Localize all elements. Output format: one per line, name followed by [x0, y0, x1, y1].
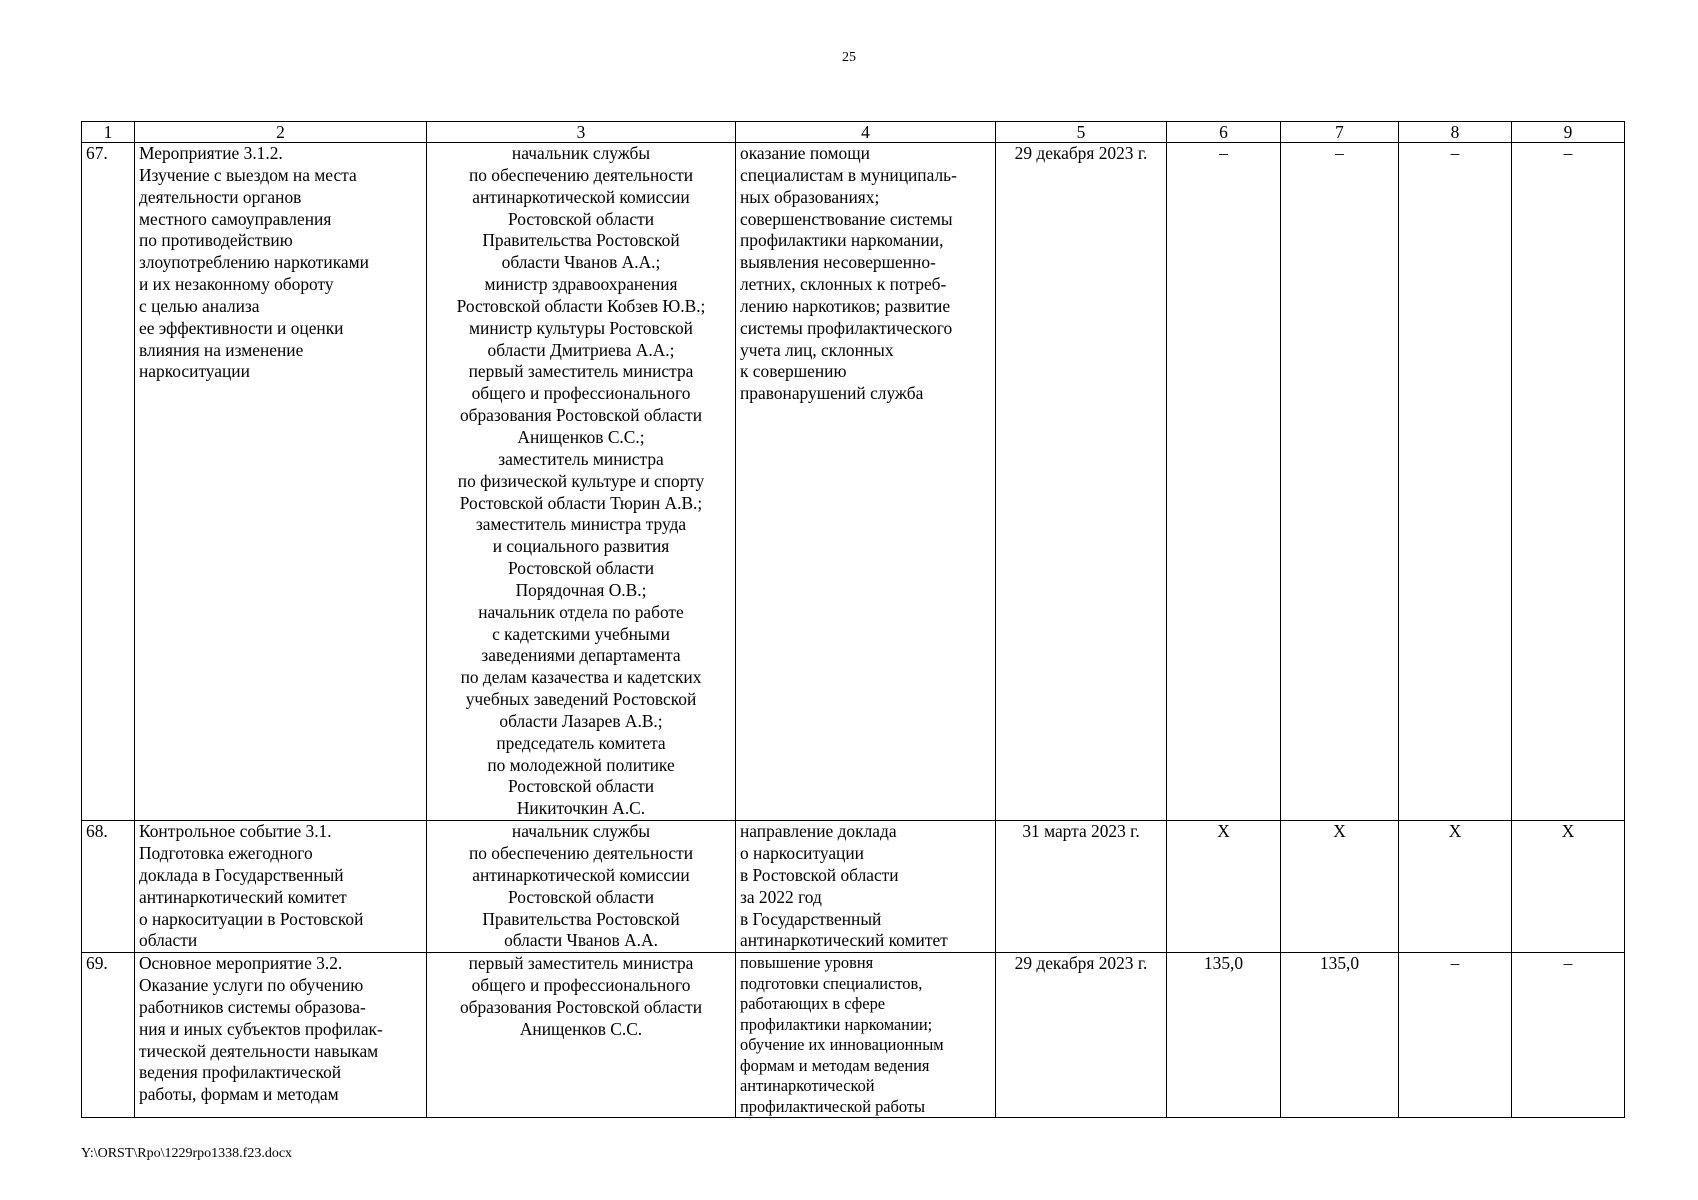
file-path: Y:\ORST\Rpo\1229rpo1338.f23.docx [81, 1146, 293, 1161]
text-line: министр культуры Ростовской [469, 317, 693, 338]
text-line: работников системы образова- [139, 996, 366, 1017]
text-line: области Лазарев А.В.; [499, 710, 663, 731]
value-col-9: – [1512, 143, 1625, 821]
text-line: антинаркотический комитет [139, 886, 347, 907]
text-line: заместитель министра труда [475, 514, 687, 535]
value-col-8: – [1399, 953, 1512, 1118]
value-col-7: X [1281, 821, 1399, 953]
text-line: по делам казачества и кадетских [460, 667, 702, 688]
text-line: тической деятельности навыкам [139, 1040, 379, 1061]
text-line: Никиточкин А.С. [516, 798, 646, 819]
text-line: заведениями департамента [481, 645, 681, 666]
text-line: Ростовской области [507, 776, 655, 797]
column-header: 7 [1281, 122, 1399, 143]
text-line: правонарушений служба [740, 383, 924, 404]
text-line: направление доклада [740, 821, 897, 842]
text-line: начальник службы [511, 143, 651, 163]
text-line: за 2022 год [740, 886, 822, 907]
text-line: совершенствование системы [740, 208, 953, 229]
text-line: летних, склонных к потреб- [740, 274, 947, 295]
text-line: деятельности органов [139, 186, 302, 207]
text-line: Ростовской области [507, 208, 655, 229]
text-line: антинаркотической комиссии [472, 186, 690, 207]
text-line: профилактики наркомании; [740, 1014, 933, 1034]
event-name [135, 143, 427, 821]
completion-date: 29 декабря 2023 г. [996, 953, 1167, 1118]
text-line: образования Ростовской области [459, 996, 703, 1017]
column-header: 2 [135, 122, 427, 143]
expected-result [736, 953, 996, 1118]
text-line: ных образованиях; [740, 186, 880, 207]
text-line: повышение уровня [740, 953, 874, 973]
text-line: Правительства Ростовской [482, 230, 680, 251]
table-row [82, 953, 1625, 1118]
text-line: заместитель министра [498, 448, 664, 469]
text-line: по физической культуре и спорту [457, 470, 705, 491]
text-line: профилактики наркомании, [740, 230, 944, 251]
text-line: образования Ростовской области [459, 405, 703, 426]
text-line: доклада в Государственный [139, 864, 344, 885]
expected-result [736, 821, 996, 953]
column-header: 9 [1512, 122, 1625, 143]
text-line: местного самоуправления [139, 208, 332, 229]
events-table [81, 121, 1625, 1118]
column-header: 3 [427, 122, 736, 143]
value-col-9: X [1512, 821, 1625, 953]
text-line: Ростовской области Кобзев Ю.В.; [456, 295, 706, 316]
text-line: о наркоситуации [740, 843, 864, 863]
text-line: и их незаконному обороту [139, 274, 334, 295]
completion-date: 29 декабря 2023 г. [996, 143, 1167, 821]
text-line: Ростовской области [507, 886, 655, 907]
text-line: учета лиц, склонных [740, 339, 894, 360]
text-line: по обеспечению деятельности [468, 843, 694, 863]
text-line: к совершению [740, 361, 847, 382]
text-line: Оказание услуги по обучению [139, 975, 364, 996]
value-col-9: – [1512, 953, 1625, 1118]
text-line: антинаркотической комиссии [472, 864, 690, 885]
event-name [135, 821, 427, 953]
text-line: профилактической работы [740, 1096, 926, 1116]
table-header-row [82, 122, 1625, 143]
text-line: области Дмитриева А.А.; [487, 339, 675, 360]
row-number: 67. [82, 143, 135, 821]
row-number: 68. [82, 821, 135, 953]
text-line: области Чванов А.А. [504, 930, 658, 951]
text-line: первый заместитель министра [468, 953, 694, 974]
text-line: Правительства Ростовской [482, 908, 680, 929]
text-line: выявления несовершенно- [740, 252, 936, 273]
text-line: подготовки специалистов, [740, 973, 923, 993]
text-line: председатель комитета [496, 732, 666, 753]
text-line: министр здравоохранения [484, 274, 678, 295]
text-line: Мероприятие 3.1.2. [139, 143, 283, 163]
text-line: антинаркотической [740, 1076, 875, 1096]
text-line: ведения профилактической [139, 1062, 342, 1083]
text-line: в Государственный [740, 908, 882, 929]
responsible-executor [427, 953, 736, 1118]
text-line: и социального развития [492, 536, 670, 557]
text-line: оказание помощи [740, 143, 870, 163]
value-col-8: X [1399, 821, 1512, 953]
text-line: Контрольное событие 3.1. [139, 821, 332, 842]
text-line: обучение их инновационным [740, 1035, 944, 1055]
text-line: с целью анализа [139, 295, 260, 316]
text-line: области Чванов А.А.; [501, 252, 661, 273]
text-line: формам и методам ведения [740, 1055, 930, 1075]
text-line: по противодействию [139, 230, 293, 251]
text-line: Анищенков С.С.; [517, 426, 645, 447]
column-header: 1 [82, 122, 135, 143]
text-line: первый заместитель министра [468, 361, 694, 382]
text-line: учебных заведений Ростовской [465, 689, 697, 710]
text-line: начальник службы [511, 821, 651, 842]
value-col-7: – [1281, 143, 1399, 821]
text-line: злоупотреблению наркотиками [139, 252, 369, 273]
text-line: работающих в сфере [740, 994, 886, 1014]
text-line: Ростовской области [507, 558, 655, 579]
responsible-executor [427, 821, 736, 953]
page-number: 25 [842, 50, 856, 65]
responsible-executor [427, 143, 736, 821]
text-line: Изучение с выездом на места [139, 164, 357, 185]
value-col-6: X [1167, 821, 1281, 953]
text-line: влияния на изменение [139, 339, 304, 360]
text-line: системы профилактического [740, 317, 953, 338]
column-header: 8 [1399, 122, 1512, 143]
column-header: 6 [1167, 122, 1281, 143]
text-line: общего и профессионального [471, 975, 691, 996]
text-line: по обеспечению деятельности [468, 164, 694, 185]
text-line: антинаркотический комитет [740, 930, 948, 951]
text-line: работы, формам и методам [139, 1084, 339, 1105]
text-line: ее эффективности и оценки [139, 317, 344, 338]
table-row [82, 143, 1625, 821]
row-number: 69. [82, 953, 135, 1118]
expected-result [736, 143, 996, 821]
text-line: ния и иных субъектов профилак- [139, 1018, 383, 1039]
text-line: Основное мероприятие 3.2. [139, 953, 343, 974]
event-name [135, 953, 427, 1118]
value-col-6: 135,0 [1167, 953, 1281, 1118]
value-col-8: – [1399, 143, 1512, 821]
text-line: о наркоситуации в Ростовской [139, 908, 364, 929]
text-line: Подготовка ежегодного [139, 843, 313, 863]
text-line: в Ростовской области [740, 864, 899, 885]
completion-date: 31 марта 2023 г. [996, 821, 1167, 953]
value-col-6: – [1167, 143, 1281, 821]
text-line: лению наркотиков; развитие [740, 295, 951, 316]
table-row [82, 821, 1625, 953]
text-line: начальник отдела по работе [478, 601, 684, 622]
column-header: 4 [736, 122, 996, 143]
text-line: общего и профессионального [471, 383, 691, 404]
text-line: Анищенков С.С. [519, 1018, 643, 1039]
text-line: по молодежной политике [487, 754, 675, 775]
text-line: Порядочная О.В.; [515, 579, 647, 600]
text-line: Ростовской области Тюрин А.В.; [459, 492, 703, 513]
column-header: 5 [996, 122, 1167, 143]
text-line: наркоситуации [139, 361, 250, 382]
value-col-7: 135,0 [1281, 953, 1399, 1118]
text-line: области [139, 930, 198, 951]
text-line: с кадетскими учебными [492, 623, 670, 644]
text-line: специалистам в муниципаль- [740, 164, 957, 185]
